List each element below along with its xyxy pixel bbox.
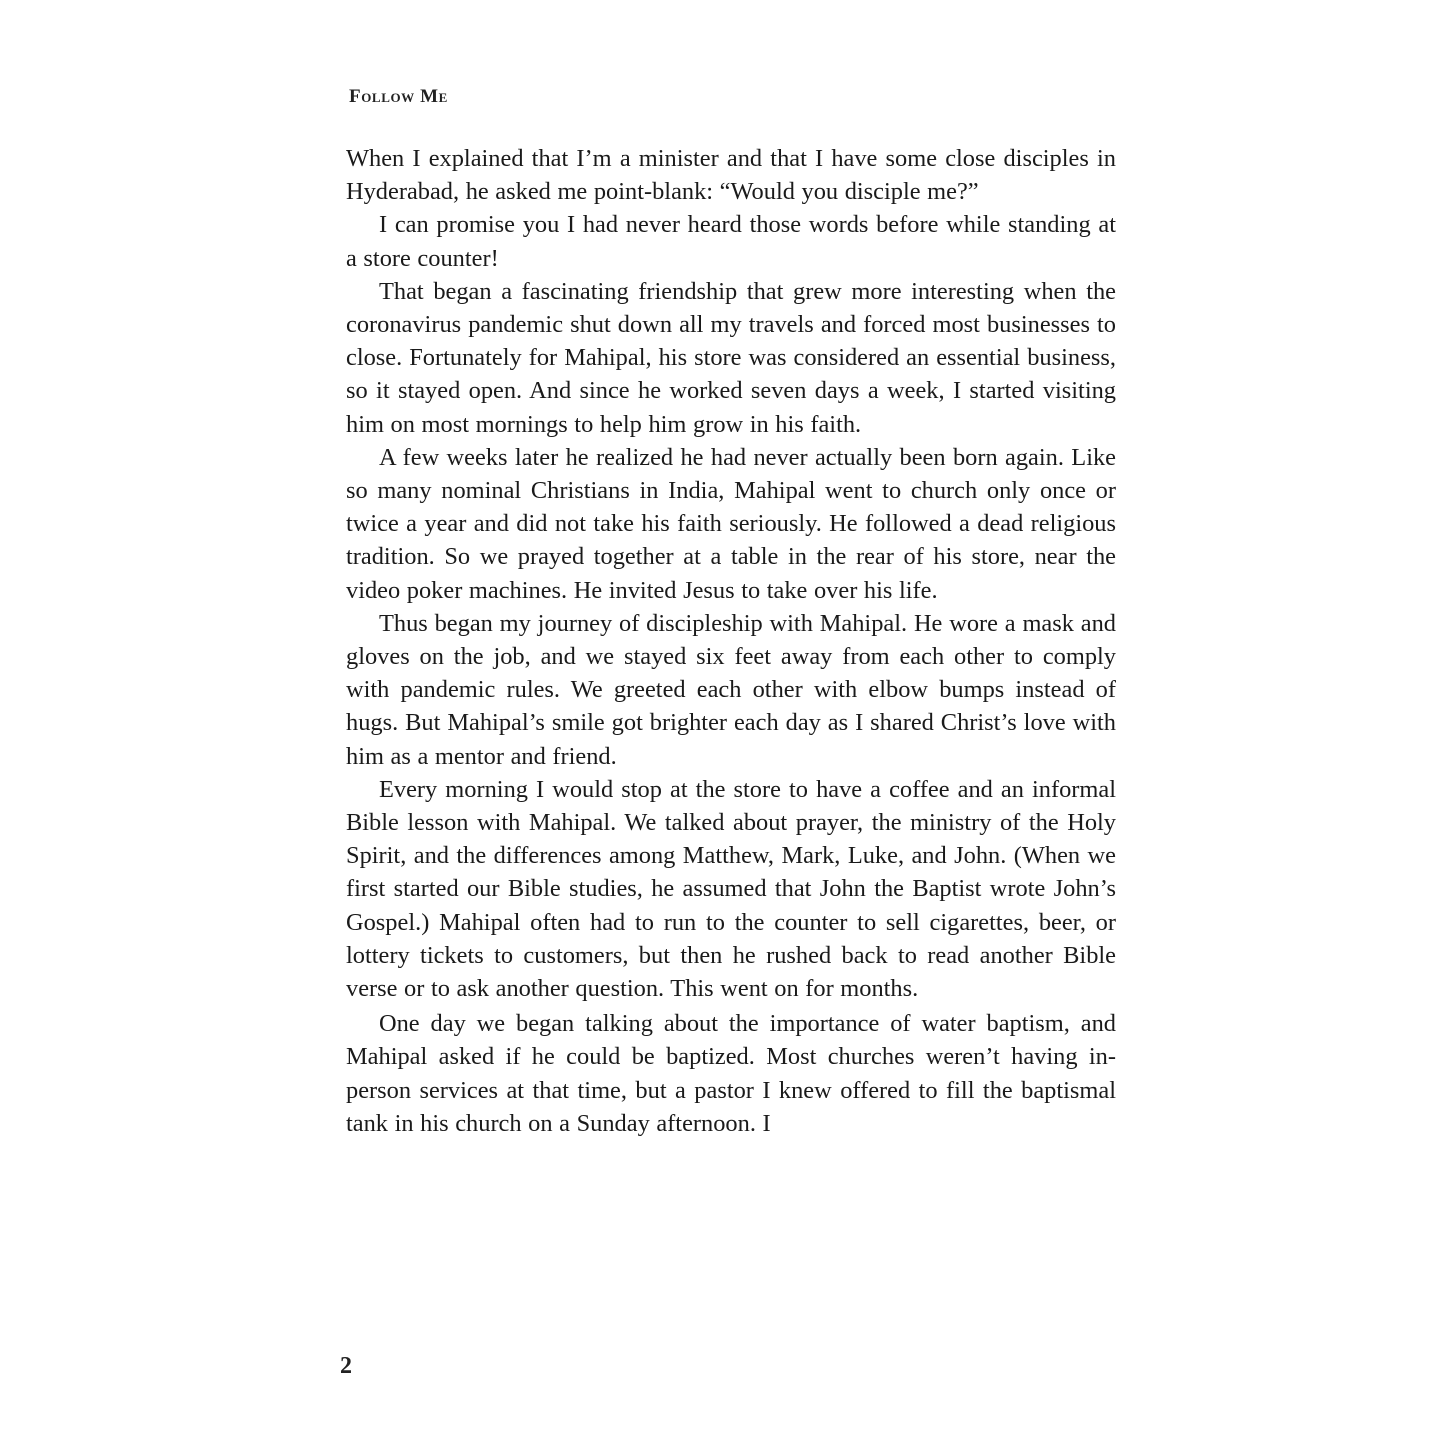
paragraph: One day we began talking about the importance of water baptism, and Mahipal asked if he could be baptized. Most churches weren’t having in-person services at that time, but a pastor I knew offered to fill the baptismal tank in his church on a Sunday afternoon. I — [346, 1010, 1116, 1137]
page-number: 2 — [340, 1353, 352, 1379]
paragraph: Every morning I would stop at the store to have a coffee and an informal Bible lesson with Mahipal. We talked about prayer, the ministry of the Holy Spirit, and the differences among Matthew, Mark, Luke, and John. (When we first started our Bible studies, he assumed that John the Baptist wrote John’s Gospel.) Mahipal often had to run to the counter to sell cigarettes, beer, or lottery tickets to customers, but then he rushed back to read another Bible verse or to ask another question. This went on for months. — [346, 775, 1116, 1003]
paragraph: Thus began my journey of discipleship with Mahipal. He wore a mask and gloves on the job, and we stayed six feet away from each other to comply with pandemic rules. We greeted each other with elbow bumps instead of hugs. But Mahipal’s smile got brighter each day as I shared Christ’s love with him as a mentor and friend. — [346, 609, 1116, 770]
body-text — [346, 142, 1116, 1140]
paragraph: A few weeks later he realized he had never actually been born again. Like so many nominal Christians in India, Mahipal went to church only once or twice a year and did not take his faith seriously. He followed a dead religious tradition. So we prayed together at a table in the rear of his store, near the video poker machines. He invited Jesus to take over his life. — [346, 443, 1116, 604]
running-head: Follow Me — [349, 86, 448, 107]
paragraph: That began a fascinating friendship that grew more interesting when the coronavirus pandemic shut down all my travels and forced most businesses to close. Fortunately for Mahipal, his store was considered an essential business, so it stayed open. And since he worked seven days a week, I started visiting him on most mornings to help him grow in his faith. — [346, 277, 1116, 438]
paragraph: When I explained that I’m a minister and that I have some close disciples in Hyderabad, he asked me point-blank: “Would you disciple me?” — [346, 145, 1116, 206]
paragraph: I can promise you I had never heard those words before while standing at a store counter! — [346, 211, 1116, 272]
